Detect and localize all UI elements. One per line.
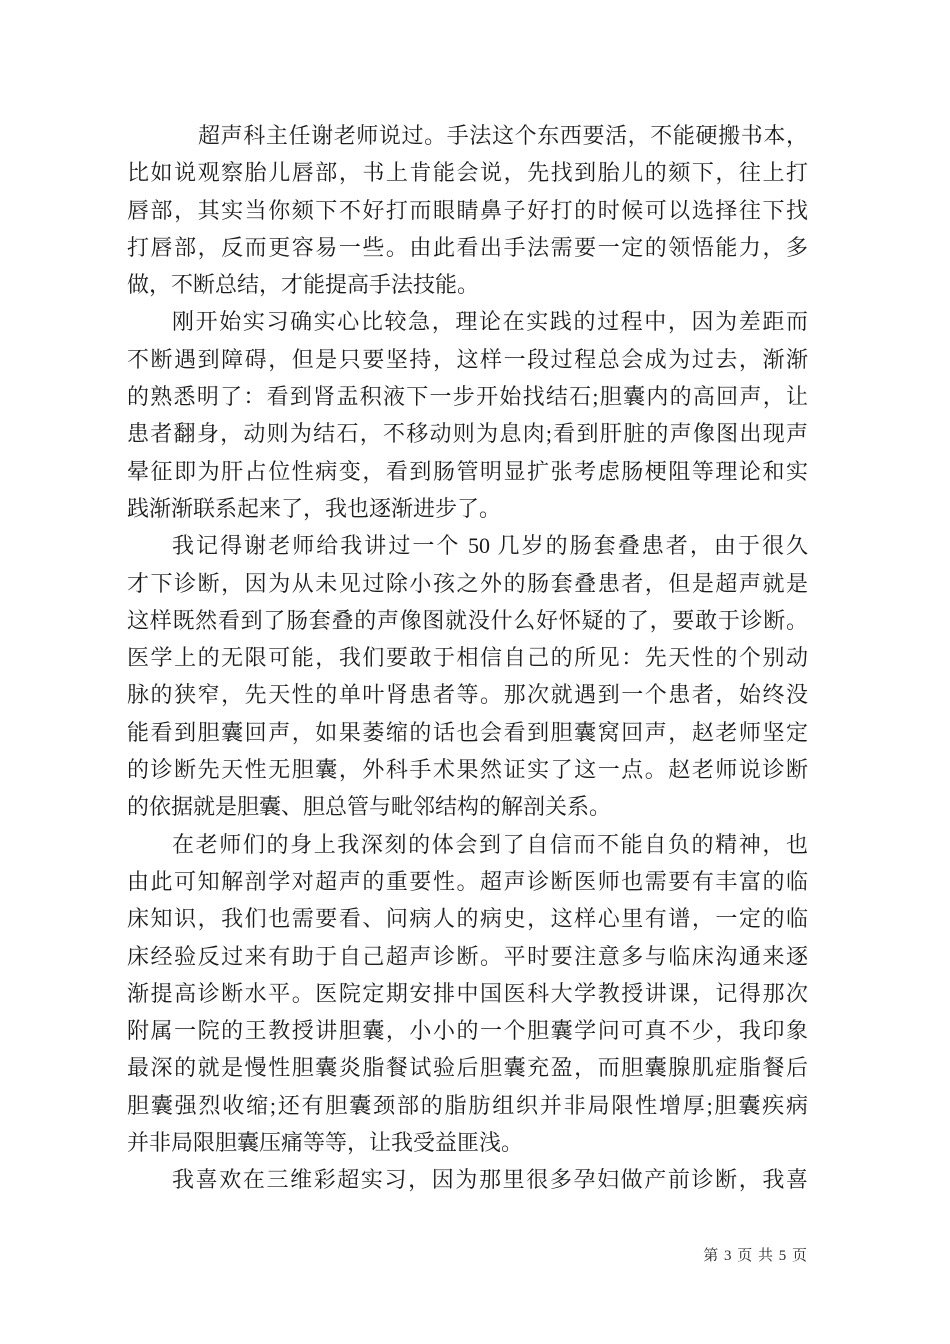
text-line: 胆囊强烈收缩;还有胆囊颈部的脂肪组织并非局限性增厚;胆囊疾病 [127,1092,808,1118]
text-line: 附属一院的王教授讲胆囊，小小的一个胆囊学问可真不少，我印象 [127,1018,808,1044]
text-line: 我记得谢老师给我讲过一个 50 几岁的肠套叠患者，由于很久 [172,533,808,559]
paragraph [127,1161,808,1198]
text-line: 打唇部，反而更容易一些。由此看出手法需要一定的领悟能力，多 [127,234,808,260]
page-number: 第 3 页 共 5 页 [703,1248,808,1264]
text-line: 唇部，其实当你颏下不好打而眼睛鼻子好打的时候可以选择往下找 [127,197,808,223]
text-line: 比如说观察胎儿唇部，书上肯能会说，先找到胎儿的颏下，往上打 [127,160,808,186]
text-line: 床知识，我们也需要看、问病人的病史，这样心里有谱，一定的临 [127,906,808,932]
text-line: 才下诊断，因为从未见过除小孩之外的肠套叠患者，但是超声就是 [127,570,808,596]
text-line: 并非局限胆囊压痛等等，让我受益匪浅。 [127,1130,524,1156]
text-line: 做，不断总结，才能提高手法技能。 [127,272,480,298]
text-line: 的依据就是胆囊、胆总管与毗邻结构的解剖关系。 [127,794,612,820]
text-line: 最深的就是慢性胆囊炎脂餐试验后胆囊充盈，而胆囊腺肌症脂餐后 [127,1055,808,1081]
paragraph [127,527,808,825]
paragraph [127,303,808,527]
document-body [127,117,808,1199]
text-line: 不断遇到障碍，但是只要坚持，这样一段过程总会成为过去，渐渐 [127,346,808,372]
text-line: 在老师们的身上我深刻的体会到了自信而不能自负的精神，也 [172,831,808,857]
text-line: 超声科主任谢老师说过。手法这个东西要活，不能硬搬书本， [198,123,808,148]
text-line: 能看到胆囊回声，如果萎缩的话也会看到胆囊窝回声，赵老师坚定 [127,719,808,745]
text-line: 脉的狭窄，先天性的单叶肾患者等。那次就遇到一个患者，始终没 [127,682,808,708]
text-line: 这样既然看到了肠套叠的声像图就没什么好怀疑的了，要敢于诊断。 [127,607,808,633]
paragraph [127,826,808,1162]
text-line: 由此可知解剖学对超声的重要性。超声诊断医师也需要有丰富的临 [127,868,808,894]
text-line: 患者翻身，动则为结石，不移动则为息肉;看到肝脏的声像图出现声 [127,421,808,447]
text-line: 渐提高诊断水平。医院定期安排中国医科大学教授讲课，记得那次 [127,980,808,1006]
text-line: 床经验反过来有助于自己超声诊断。平时要注意多与临床沟通来逐 [127,943,808,969]
text-line: 我喜欢在三维彩超实习，因为那里很多孕妇做产前诊断，我喜 [172,1167,808,1193]
text-line: 践渐渐联系起来了，我也逐渐进步了。 [127,495,502,521]
text-line: 医学上的无限可能，我们要敢于相信自己的所见：先天性的个别动 [127,645,808,671]
paragraph [127,117,808,303]
text-line: 晕征即为肝占位性病变，看到肠管明显扩张考虑肠梗阻等理论和实 [127,458,808,484]
text-line: 的诊断先天性无胆囊，外科手术果然证实了这一点。赵老师说诊断 [127,757,808,783]
text-line: 刚开始实习确实心比较急，理论在实践的过程中，因为差距而 [172,309,808,335]
text-line: 的熟悉明了：看到肾盂积液下一步开始找结石;胆囊内的高回声，让 [127,384,808,410]
